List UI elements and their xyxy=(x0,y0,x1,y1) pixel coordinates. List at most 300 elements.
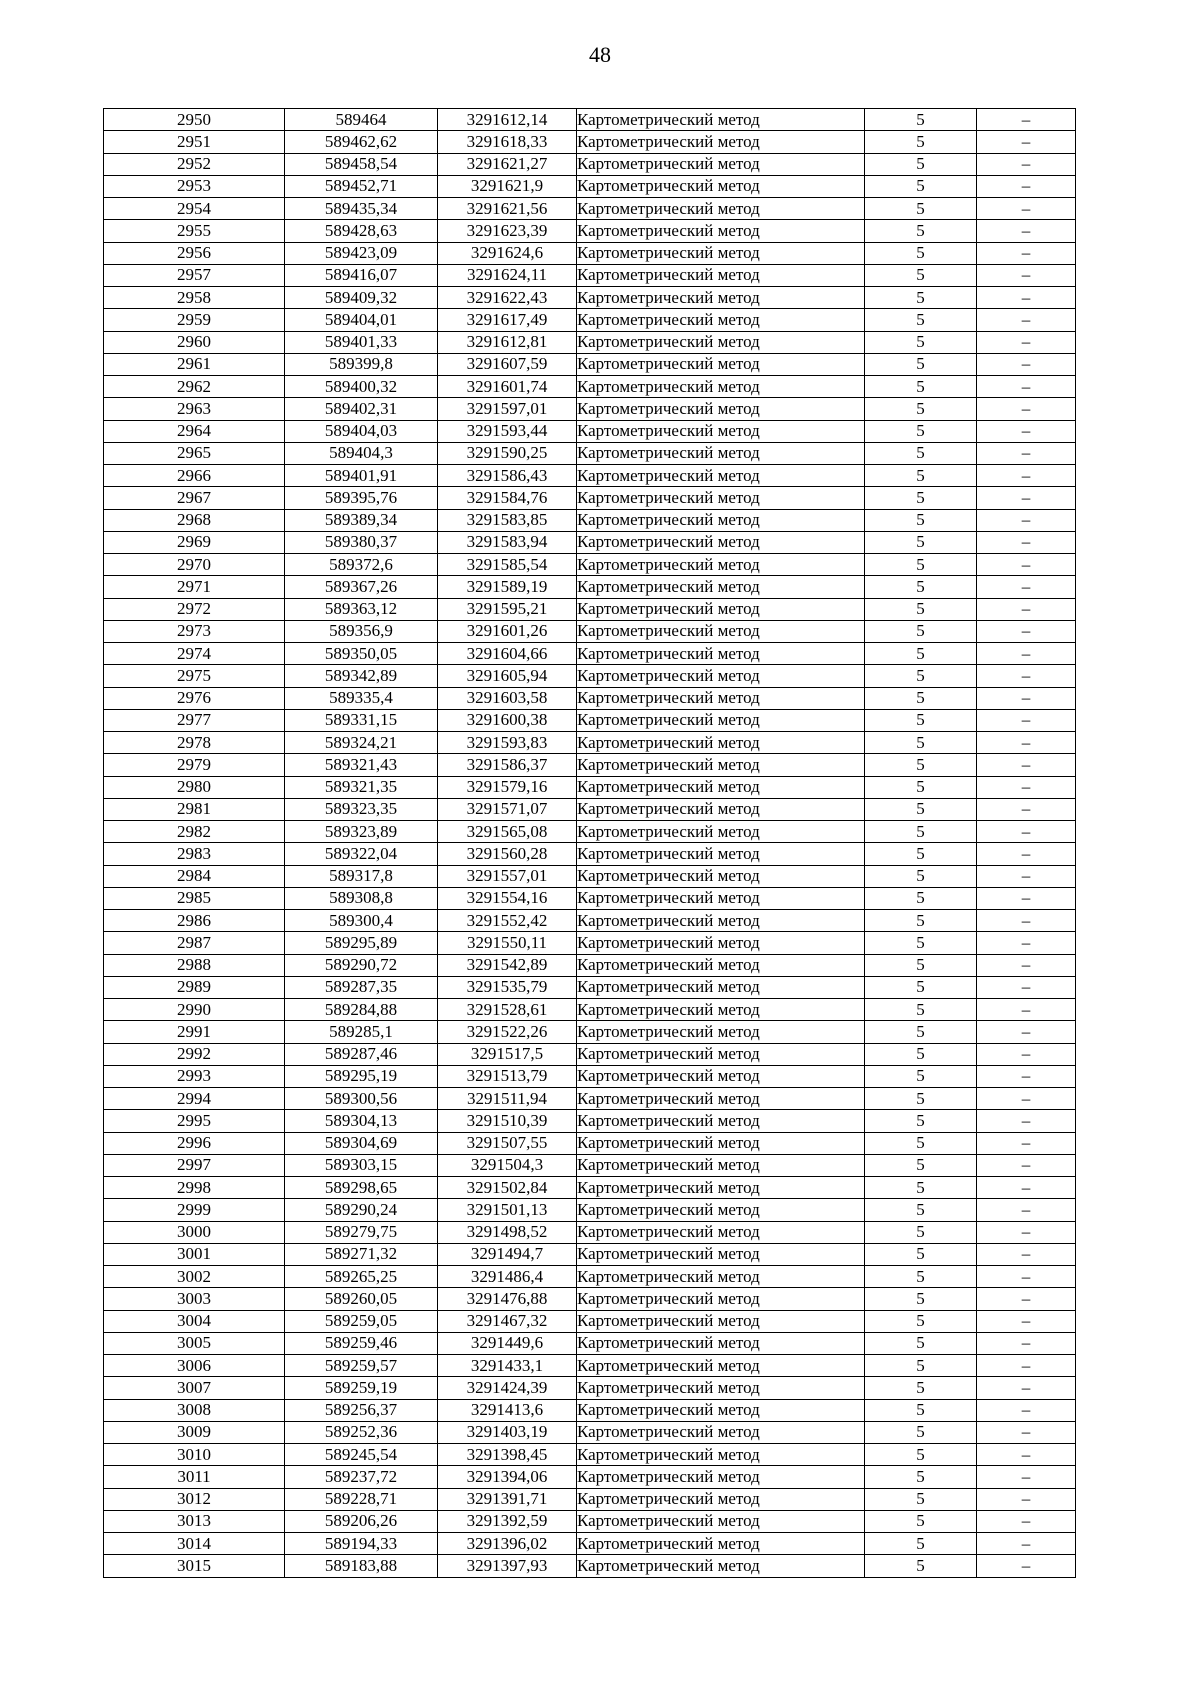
method-cell: Картометрический метод xyxy=(577,420,865,442)
description-cell: – xyxy=(977,420,1076,442)
table-row xyxy=(104,821,1076,843)
table-row xyxy=(104,576,1076,598)
point-number-cell: 2978 xyxy=(104,732,285,754)
method-cell: Картометрический метод xyxy=(577,1421,865,1443)
method-cell: Картометрический метод xyxy=(577,242,865,264)
table-row xyxy=(104,1421,1076,1443)
y-coordinate-cell: 3291624,6 xyxy=(438,242,577,264)
accuracy-cell: 5 xyxy=(865,576,977,598)
accuracy-cell: 5 xyxy=(865,175,977,197)
description-cell: – xyxy=(977,1421,1076,1443)
table-row xyxy=(104,1288,1076,1310)
x-coordinate-cell: 589259,19 xyxy=(285,1377,438,1399)
method-cell: Картометрический метод xyxy=(577,509,865,531)
point-number-cell: 2970 xyxy=(104,554,285,576)
y-coordinate-cell: 3291624,11 xyxy=(438,264,577,286)
table-row xyxy=(104,109,1076,131)
description-cell: – xyxy=(977,1510,1076,1532)
y-coordinate-cell: 3291583,85 xyxy=(438,509,577,531)
y-coordinate-cell: 3291403,19 xyxy=(438,1421,577,1443)
y-coordinate-cell: 3291397,93 xyxy=(438,1555,577,1577)
point-number-cell: 3013 xyxy=(104,1510,285,1532)
table-row xyxy=(104,353,1076,375)
accuracy-cell: 5 xyxy=(865,420,977,442)
point-number-cell: 2979 xyxy=(104,754,285,776)
table-row xyxy=(104,1199,1076,1221)
point-number-cell: 2973 xyxy=(104,620,285,642)
method-cell: Картометрический метод xyxy=(577,1488,865,1510)
x-coordinate-cell: 589304,69 xyxy=(285,1132,438,1154)
accuracy-cell: 5 xyxy=(865,776,977,798)
table-row xyxy=(104,287,1076,309)
x-coordinate-cell: 589295,89 xyxy=(285,932,438,954)
point-number-cell: 2980 xyxy=(104,776,285,798)
method-cell: Картометрический метод xyxy=(577,1266,865,1288)
method-cell: Картометрический метод xyxy=(577,1466,865,1488)
description-cell: – xyxy=(977,1288,1076,1310)
x-coordinate-cell: 589404,01 xyxy=(285,309,438,331)
x-coordinate-cell: 589298,65 xyxy=(285,1177,438,1199)
table-row xyxy=(104,665,1076,687)
point-number-cell: 2966 xyxy=(104,465,285,487)
description-cell: – xyxy=(977,643,1076,665)
accuracy-cell: 5 xyxy=(865,1510,977,1532)
x-coordinate-cell: 589404,3 xyxy=(285,442,438,464)
point-number-cell: 2956 xyxy=(104,242,285,264)
accuracy-cell: 5 xyxy=(865,331,977,353)
accuracy-cell: 5 xyxy=(865,1021,977,1043)
y-coordinate-cell: 3291583,94 xyxy=(438,531,577,553)
x-coordinate-cell: 589342,89 xyxy=(285,665,438,687)
method-cell: Картометрический метод xyxy=(577,887,865,909)
method-cell: Картометрический метод xyxy=(577,843,865,865)
x-coordinate-cell: 589300,4 xyxy=(285,910,438,932)
x-coordinate-cell: 589435,34 xyxy=(285,198,438,220)
description-cell: – xyxy=(977,220,1076,242)
point-number-cell: 2997 xyxy=(104,1154,285,1176)
x-coordinate-cell: 589324,21 xyxy=(285,732,438,754)
point-number-cell: 2968 xyxy=(104,509,285,531)
y-coordinate-cell: 3291603,58 xyxy=(438,687,577,709)
x-coordinate-cell: 589290,24 xyxy=(285,1199,438,1221)
accuracy-cell: 5 xyxy=(865,1533,977,1555)
method-cell: Картометрический метод xyxy=(577,598,865,620)
table-row xyxy=(104,865,1076,887)
accuracy-cell: 5 xyxy=(865,1488,977,1510)
table-row xyxy=(104,1510,1076,1532)
point-number-cell: 3012 xyxy=(104,1488,285,1510)
method-cell: Картометрический метод xyxy=(577,1065,865,1087)
table-row xyxy=(104,198,1076,220)
table-row xyxy=(104,1110,1076,1132)
description-cell: – xyxy=(977,754,1076,776)
accuracy-cell: 5 xyxy=(865,620,977,642)
x-coordinate-cell: 589259,46 xyxy=(285,1332,438,1354)
accuracy-cell: 5 xyxy=(865,1132,977,1154)
accuracy-cell: 5 xyxy=(865,709,977,731)
method-cell: Картометрический метод xyxy=(577,1355,865,1377)
accuracy-cell: 5 xyxy=(865,1444,977,1466)
x-coordinate-cell: 589404,03 xyxy=(285,420,438,442)
table-row xyxy=(104,1332,1076,1354)
point-number-cell: 2953 xyxy=(104,175,285,197)
table-row xyxy=(104,1088,1076,1110)
table-row xyxy=(104,1377,1076,1399)
x-coordinate-cell: 589285,1 xyxy=(285,1021,438,1043)
method-cell: Картометрический метод xyxy=(577,531,865,553)
x-coordinate-cell: 589284,88 xyxy=(285,999,438,1021)
method-cell: Картометрический метод xyxy=(577,1110,865,1132)
table-row xyxy=(104,1444,1076,1466)
description-cell: – xyxy=(977,1110,1076,1132)
method-cell: Картометрический метод xyxy=(577,487,865,509)
method-cell: Картометрический метод xyxy=(577,1132,865,1154)
description-cell: – xyxy=(977,287,1076,309)
y-coordinate-cell: 3291584,76 xyxy=(438,487,577,509)
x-coordinate-cell: 589389,34 xyxy=(285,509,438,531)
y-coordinate-cell: 3291513,79 xyxy=(438,1065,577,1087)
accuracy-cell: 5 xyxy=(865,309,977,331)
x-coordinate-cell: 589428,63 xyxy=(285,220,438,242)
description-cell: – xyxy=(977,331,1076,353)
point-number-cell: 3005 xyxy=(104,1332,285,1354)
point-number-cell: 2989 xyxy=(104,976,285,998)
point-number-cell: 3009 xyxy=(104,1421,285,1443)
method-cell: Картометрический метод xyxy=(577,576,865,598)
accuracy-cell: 5 xyxy=(865,1266,977,1288)
table-row xyxy=(104,264,1076,286)
table-row xyxy=(104,1243,1076,1265)
accuracy-cell: 5 xyxy=(865,198,977,220)
y-coordinate-cell: 3291550,11 xyxy=(438,932,577,954)
accuracy-cell: 5 xyxy=(865,509,977,531)
x-coordinate-cell: 589245,54 xyxy=(285,1444,438,1466)
x-coordinate-cell: 589323,89 xyxy=(285,821,438,843)
y-coordinate-cell: 3291507,55 xyxy=(438,1132,577,1154)
table-row xyxy=(104,398,1076,420)
y-coordinate-cell: 3291449,6 xyxy=(438,1332,577,1354)
point-number-cell: 2993 xyxy=(104,1065,285,1087)
point-number-cell: 2987 xyxy=(104,932,285,954)
table-row xyxy=(104,843,1076,865)
description-cell: – xyxy=(977,264,1076,286)
x-coordinate-cell: 589259,57 xyxy=(285,1355,438,1377)
method-cell: Картометрический метод xyxy=(577,1533,865,1555)
y-coordinate-cell: 3291571,07 xyxy=(438,798,577,820)
accuracy-cell: 5 xyxy=(865,554,977,576)
x-coordinate-cell: 589335,4 xyxy=(285,687,438,709)
method-cell: Картометрический метод xyxy=(577,1177,865,1199)
method-cell: Картометрический метод xyxy=(577,1399,865,1421)
page-number: 48 xyxy=(589,42,611,67)
description-cell: – xyxy=(977,1021,1076,1043)
accuracy-cell: 5 xyxy=(865,843,977,865)
point-number-cell: 2972 xyxy=(104,598,285,620)
x-coordinate-cell: 589260,05 xyxy=(285,1288,438,1310)
point-number-cell: 2962 xyxy=(104,376,285,398)
accuracy-cell: 5 xyxy=(865,954,977,976)
y-coordinate-cell: 3291605,94 xyxy=(438,665,577,687)
description-cell: – xyxy=(977,1444,1076,1466)
accuracy-cell: 5 xyxy=(865,153,977,175)
y-coordinate-cell: 3291467,32 xyxy=(438,1310,577,1332)
y-coordinate-cell: 3291504,3 xyxy=(438,1154,577,1176)
x-coordinate-cell: 589402,31 xyxy=(285,398,438,420)
description-cell: – xyxy=(977,1088,1076,1110)
table-row xyxy=(104,376,1076,398)
accuracy-cell: 5 xyxy=(865,1288,977,1310)
method-cell: Картометрический метод xyxy=(577,109,865,131)
accuracy-cell: 5 xyxy=(865,1043,977,1065)
table-row xyxy=(104,1466,1076,1488)
y-coordinate-cell: 3291621,56 xyxy=(438,198,577,220)
description-cell: – xyxy=(977,776,1076,798)
description-cell: – xyxy=(977,1488,1076,1510)
point-number-cell: 2971 xyxy=(104,576,285,598)
point-number-cell: 2990 xyxy=(104,999,285,1021)
y-coordinate-cell: 3291394,06 xyxy=(438,1466,577,1488)
point-number-cell: 3011 xyxy=(104,1466,285,1488)
method-cell: Картометрический метод xyxy=(577,131,865,153)
method-cell: Картометрический метод xyxy=(577,331,865,353)
x-coordinate-cell: 589356,9 xyxy=(285,620,438,642)
y-coordinate-cell: 3291398,45 xyxy=(438,1444,577,1466)
point-number-cell: 2967 xyxy=(104,487,285,509)
x-coordinate-cell: 589183,88 xyxy=(285,1555,438,1577)
description-cell: – xyxy=(977,1177,1076,1199)
description-cell: – xyxy=(977,554,1076,576)
point-number-cell: 3008 xyxy=(104,1399,285,1421)
x-coordinate-cell: 589304,13 xyxy=(285,1110,438,1132)
y-coordinate-cell: 3291622,43 xyxy=(438,287,577,309)
description-cell: – xyxy=(977,620,1076,642)
coordinates-table-body xyxy=(104,109,1076,1578)
table-row xyxy=(104,220,1076,242)
table-row xyxy=(104,709,1076,731)
description-cell: – xyxy=(977,1154,1076,1176)
x-coordinate-cell: 589287,35 xyxy=(285,976,438,998)
accuracy-cell: 5 xyxy=(865,131,977,153)
description-cell: – xyxy=(977,442,1076,464)
table-row xyxy=(104,1132,1076,1154)
description-cell: – xyxy=(977,175,1076,197)
description-cell: – xyxy=(977,1555,1076,1577)
point-number-cell: 3004 xyxy=(104,1310,285,1332)
y-coordinate-cell: 3291586,37 xyxy=(438,754,577,776)
x-coordinate-cell: 589363,12 xyxy=(285,598,438,620)
table-row xyxy=(104,1021,1076,1043)
description-cell: – xyxy=(977,153,1076,175)
table-row xyxy=(104,754,1076,776)
point-number-cell: 2998 xyxy=(104,1177,285,1199)
x-coordinate-cell: 589464 xyxy=(285,109,438,131)
accuracy-cell: 5 xyxy=(865,798,977,820)
description-cell: – xyxy=(977,910,1076,932)
x-coordinate-cell: 589300,56 xyxy=(285,1088,438,1110)
point-number-cell: 2975 xyxy=(104,665,285,687)
y-coordinate-cell: 3291517,5 xyxy=(438,1043,577,1065)
method-cell: Картометрический метод xyxy=(577,353,865,375)
method-cell: Картометрический метод xyxy=(577,687,865,709)
description-cell: – xyxy=(977,576,1076,598)
y-coordinate-cell: 3291597,01 xyxy=(438,398,577,420)
description-cell: – xyxy=(977,1466,1076,1488)
x-coordinate-cell: 589265,25 xyxy=(285,1266,438,1288)
x-coordinate-cell: 589271,32 xyxy=(285,1243,438,1265)
y-coordinate-cell: 3291607,59 xyxy=(438,353,577,375)
accuracy-cell: 5 xyxy=(865,865,977,887)
y-coordinate-cell: 3291618,33 xyxy=(438,131,577,153)
x-coordinate-cell: 589259,05 xyxy=(285,1310,438,1332)
y-coordinate-cell: 3291617,49 xyxy=(438,309,577,331)
method-cell: Картометрический метод xyxy=(577,910,865,932)
y-coordinate-cell: 3291593,44 xyxy=(438,420,577,442)
y-coordinate-cell: 3291604,66 xyxy=(438,643,577,665)
accuracy-cell: 5 xyxy=(865,376,977,398)
x-coordinate-cell: 589395,76 xyxy=(285,487,438,509)
description-cell: – xyxy=(977,398,1076,420)
y-coordinate-cell: 3291601,74 xyxy=(438,376,577,398)
method-cell: Картометрический метод xyxy=(577,1243,865,1265)
point-number-cell: 2974 xyxy=(104,643,285,665)
description-cell: – xyxy=(977,376,1076,398)
description-cell: – xyxy=(977,932,1076,954)
method-cell: Картометрический метод xyxy=(577,932,865,954)
description-cell: – xyxy=(977,1132,1076,1154)
y-coordinate-cell: 3291585,54 xyxy=(438,554,577,576)
accuracy-cell: 5 xyxy=(865,1065,977,1087)
point-number-cell: 2999 xyxy=(104,1199,285,1221)
method-cell: Картометрический метод xyxy=(577,821,865,843)
accuracy-cell: 5 xyxy=(865,887,977,909)
table-row xyxy=(104,1533,1076,1555)
method-cell: Картометрический метод xyxy=(577,398,865,420)
method-cell: Картометрический метод xyxy=(577,665,865,687)
accuracy-cell: 5 xyxy=(865,1110,977,1132)
y-coordinate-cell: 3291498,52 xyxy=(438,1221,577,1243)
x-coordinate-cell: 589323,35 xyxy=(285,798,438,820)
description-cell: – xyxy=(977,309,1076,331)
point-number-cell: 3001 xyxy=(104,1243,285,1265)
accuracy-cell: 5 xyxy=(865,264,977,286)
description-cell: – xyxy=(977,1310,1076,1332)
method-cell: Картометрический метод xyxy=(577,1154,865,1176)
method-cell: Картометрический метод xyxy=(577,776,865,798)
y-coordinate-cell: 3291510,39 xyxy=(438,1110,577,1132)
method-cell: Картометрический метод xyxy=(577,376,865,398)
point-number-cell: 3006 xyxy=(104,1355,285,1377)
method-cell: Картометрический метод xyxy=(577,732,865,754)
y-coordinate-cell: 3291595,21 xyxy=(438,598,577,620)
x-coordinate-cell: 589308,8 xyxy=(285,887,438,909)
y-coordinate-cell: 3291554,16 xyxy=(438,887,577,909)
description-cell: – xyxy=(977,598,1076,620)
method-cell: Картометрический метод xyxy=(577,1021,865,1043)
method-cell: Картометрический метод xyxy=(577,1199,865,1221)
x-coordinate-cell: 589401,33 xyxy=(285,331,438,353)
description-cell: – xyxy=(977,1221,1076,1243)
accuracy-cell: 5 xyxy=(865,598,977,620)
method-cell: Картометрический метод xyxy=(577,1043,865,1065)
method-cell: Картометрический метод xyxy=(577,1510,865,1532)
table-row xyxy=(104,1266,1076,1288)
accuracy-cell: 5 xyxy=(865,1177,977,1199)
method-cell: Картометрический метод xyxy=(577,264,865,286)
accuracy-cell: 5 xyxy=(865,1199,977,1221)
point-number-cell: 2995 xyxy=(104,1110,285,1132)
table-row xyxy=(104,1555,1076,1577)
accuracy-cell: 5 xyxy=(865,353,977,375)
table-row xyxy=(104,153,1076,175)
table-row xyxy=(104,420,1076,442)
table-row xyxy=(104,1065,1076,1087)
description-cell: – xyxy=(977,887,1076,909)
point-number-cell: 2986 xyxy=(104,910,285,932)
point-number-cell: 2982 xyxy=(104,821,285,843)
table-row xyxy=(104,131,1076,153)
x-coordinate-cell: 589303,15 xyxy=(285,1154,438,1176)
accuracy-cell: 5 xyxy=(865,687,977,709)
description-cell: – xyxy=(977,487,1076,509)
y-coordinate-cell: 3291579,16 xyxy=(438,776,577,798)
point-number-cell: 2984 xyxy=(104,865,285,887)
point-number-cell: 2963 xyxy=(104,398,285,420)
x-coordinate-cell: 589331,15 xyxy=(285,709,438,731)
method-cell: Картометрический метод xyxy=(577,1377,865,1399)
x-coordinate-cell: 589350,05 xyxy=(285,643,438,665)
point-number-cell: 2951 xyxy=(104,131,285,153)
y-coordinate-cell: 3291621,27 xyxy=(438,153,577,175)
y-coordinate-cell: 3291589,19 xyxy=(438,576,577,598)
method-cell: Картометрический метод xyxy=(577,1310,865,1332)
x-coordinate-cell: 589399,8 xyxy=(285,353,438,375)
y-coordinate-cell: 3291600,38 xyxy=(438,709,577,731)
y-coordinate-cell: 3291413,6 xyxy=(438,1399,577,1421)
x-coordinate-cell: 589256,37 xyxy=(285,1399,438,1421)
table-row xyxy=(104,687,1076,709)
accuracy-cell: 5 xyxy=(865,465,977,487)
y-coordinate-cell: 3291593,83 xyxy=(438,732,577,754)
y-coordinate-cell: 3291623,39 xyxy=(438,220,577,242)
table-row xyxy=(104,331,1076,353)
point-number-cell: 2976 xyxy=(104,687,285,709)
point-number-cell: 2994 xyxy=(104,1088,285,1110)
accuracy-cell: 5 xyxy=(865,1421,977,1443)
description-cell: – xyxy=(977,531,1076,553)
y-coordinate-cell: 3291502,84 xyxy=(438,1177,577,1199)
method-cell: Картометрический метод xyxy=(577,754,865,776)
description-cell: – xyxy=(977,976,1076,998)
table-row xyxy=(104,509,1076,531)
table-row xyxy=(104,976,1076,998)
method-cell: Картометрический метод xyxy=(577,976,865,998)
y-coordinate-cell: 3291391,71 xyxy=(438,1488,577,1510)
description-cell: – xyxy=(977,198,1076,220)
description-cell: – xyxy=(977,687,1076,709)
y-coordinate-cell: 3291494,7 xyxy=(438,1243,577,1265)
point-number-cell: 2983 xyxy=(104,843,285,865)
y-coordinate-cell: 3291586,43 xyxy=(438,465,577,487)
y-coordinate-cell: 3291528,61 xyxy=(438,999,577,1021)
description-cell: – xyxy=(977,465,1076,487)
point-number-cell: 2954 xyxy=(104,198,285,220)
y-coordinate-cell: 3291565,08 xyxy=(438,821,577,843)
table-row xyxy=(104,598,1076,620)
point-number-cell: 2955 xyxy=(104,220,285,242)
method-cell: Картометрический метод xyxy=(577,1555,865,1577)
accuracy-cell: 5 xyxy=(865,487,977,509)
point-number-cell: 2991 xyxy=(104,1021,285,1043)
